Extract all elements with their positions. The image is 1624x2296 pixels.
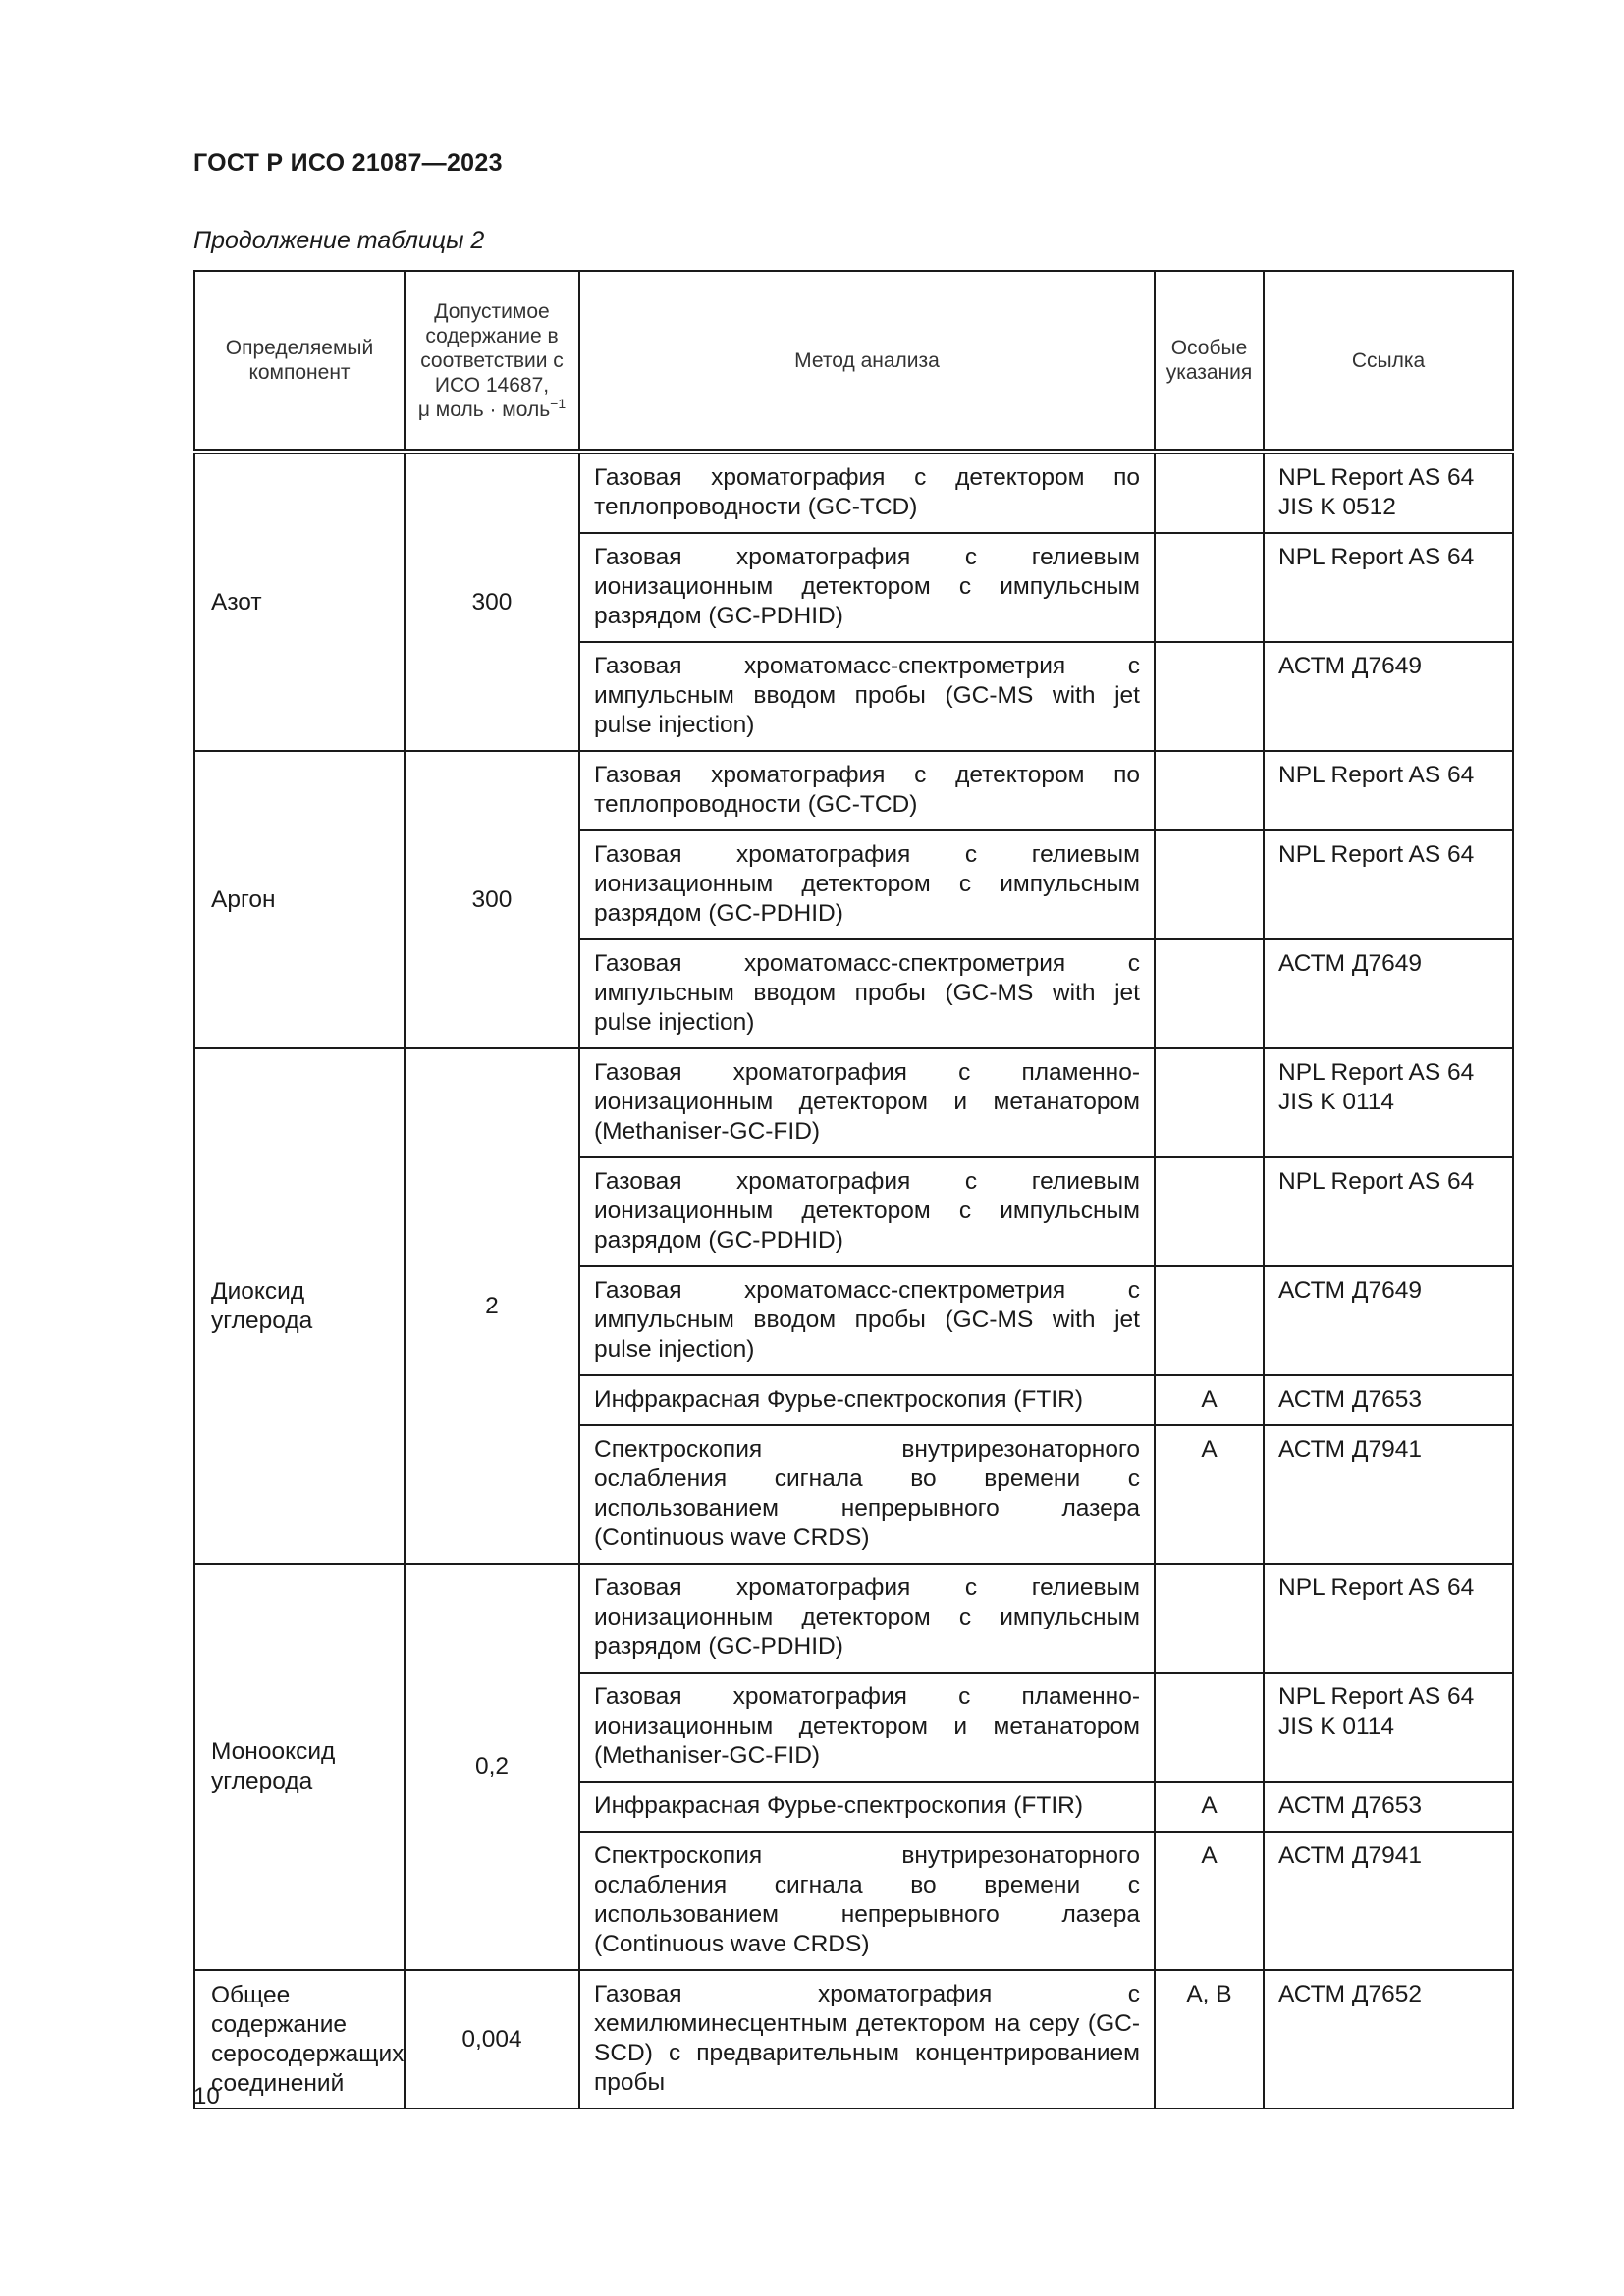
page-number: 10 <box>193 2083 220 2109</box>
method-cell: Газовая хроматография с пламенно-ионизационным детектором и метанатором (Methaniser-GC-FID) <box>579 1673 1155 1782</box>
note-cell <box>1155 452 1264 533</box>
method-cell: Газовая хроматография с гелиевым ионизационным детектором с импульсным разрядом (GC-PDHID) <box>579 830 1155 939</box>
amount-cell: 0,2 <box>405 1564 579 1970</box>
reference-cell <box>1264 939 1513 1048</box>
reference-line: NPL Report AS 64 <box>1278 464 1475 491</box>
table-header-row <box>194 271 1513 452</box>
header-amount <box>405 271 579 452</box>
method-cell: Газовая хроматомасс-спектрометрия с импульсным вводом пробы (GC-MS with jet pulse injection) <box>579 1266 1155 1375</box>
method-cell: Газовая хроматография с хемилюминесцентным детектором на серу (GC-SCD) с предварительным концентрированием пробы <box>579 1970 1155 2109</box>
component-cell: Монооксид углерода <box>194 1564 405 1970</box>
reference-line: АСТМ Д7649 <box>1278 1277 1422 1304</box>
method-cell: Газовая хроматография с детектором по теплопроводности (GC-TCD) <box>579 751 1155 830</box>
reference-line: NPL Report AS 64 <box>1278 1168 1475 1195</box>
reference-line: JIS K 0114 <box>1278 1713 1395 1739</box>
note-cell: A <box>1155 1832 1264 1970</box>
reference-cell <box>1264 751 1513 830</box>
note-cell: A <box>1155 1782 1264 1832</box>
reference-cell <box>1264 1048 1513 1157</box>
document-code: ГОСТ Р ИСО 21087—2023 <box>193 149 503 177</box>
note-cell <box>1155 533 1264 642</box>
method-cell: Инфракрасная Фурье-спектроскопия (FTIR) <box>579 1375 1155 1425</box>
analysis-methods-table <box>193 270 1514 2109</box>
reference-line: NPL Report AS 64 <box>1278 762 1475 788</box>
header-amount-unit: μ моль · моль <box>417 398 551 421</box>
component-cell: Аргон <box>194 751 405 1048</box>
reference-line: NPL Report AS 64 <box>1278 1059 1475 1086</box>
note-cell: A <box>1155 1425 1264 1564</box>
note-cell <box>1155 939 1264 1048</box>
amount-cell: 2 <box>405 1048 579 1564</box>
note-cell <box>1155 1157 1264 1266</box>
method-cell: Спектроскопия внутрирезонаторного ослабления сигнала во времени с использованием непрерывного лазера (Continuous wave CRDS) <box>579 1425 1155 1564</box>
method-cell: Инфракрасная Фурье-спектроскопия (FTIR) <box>579 1782 1155 1832</box>
note-cell: A <box>1155 1375 1264 1425</box>
reference-line: АСТМ Д7941 <box>1278 1842 1422 1869</box>
reference-line: АСТМ Д7652 <box>1278 1981 1422 2007</box>
method-cell: Газовая хроматография с детектором по теплопроводности (GC-TCD) <box>579 452 1155 533</box>
reference-cell <box>1264 1375 1513 1425</box>
reference-line: АСТМ Д7649 <box>1278 950 1422 977</box>
reference-cell <box>1264 1673 1513 1782</box>
method-cell: Газовая хроматомасс-спектрометрия с импульсным вводом пробы (GC-MS with jet pulse injection) <box>579 939 1155 1048</box>
reference-line: JIS K 0114 <box>1278 1089 1395 1115</box>
header-component: Определяемый компонент <box>194 271 405 452</box>
component-cell: Азот <box>194 452 405 751</box>
method-cell: Спектроскопия внутрирезонаторного ослабления сигнала во времени с использованием непрерывного лазера (Continuous wave CRDS) <box>579 1832 1155 1970</box>
reference-line: АСТМ Д7941 <box>1278 1436 1422 1463</box>
reference-line: АСТМ Д7653 <box>1278 1386 1422 1413</box>
reference-line: JIS K 0512 <box>1278 494 1396 520</box>
reference-line: NPL Report AS 64 <box>1278 1683 1475 1710</box>
note-cell <box>1155 642 1264 751</box>
method-cell: Газовая хроматомасс-спектрометрия с импульсным вводом пробы (GC-MS with jet pulse injection) <box>579 642 1155 751</box>
method-cell: Газовая хроматография с пламенно-ионизационным детектором и метанатором (Methaniser-GC-FID) <box>579 1048 1155 1157</box>
reference-cell <box>1264 452 1513 533</box>
table-row <box>194 1048 1513 1157</box>
reference-cell <box>1264 642 1513 751</box>
reference-cell <box>1264 830 1513 939</box>
note-cell <box>1155 1673 1264 1782</box>
header-method: Метод анализа <box>579 271 1155 452</box>
note-cell <box>1155 751 1264 830</box>
component-cell: Диоксид углерода <box>194 1048 405 1564</box>
note-cell <box>1155 830 1264 939</box>
method-cell: Газовая хроматография с гелиевым ионизационным детектором с импульсным разрядом (GC-PDHID) <box>579 1564 1155 1673</box>
reference-line: NPL Report AS 64 <box>1278 1575 1475 1601</box>
method-cell: Газовая хроматография с гелиевым ионизационным детектором с импульсным разрядом (GC-PDHID) <box>579 1157 1155 1266</box>
note-cell <box>1155 1266 1264 1375</box>
note-cell <box>1155 1048 1264 1157</box>
reference-cell <box>1264 1564 1513 1673</box>
amount-cell: 0,004 <box>405 1970 579 2109</box>
reference-cell <box>1264 1157 1513 1266</box>
component-cell: Общее содержание серосодержащих соединений <box>194 1970 405 2109</box>
reference-cell <box>1264 1970 1513 2109</box>
reference-cell <box>1264 1782 1513 1832</box>
method-cell: Газовая хроматография с гелиевым ионизационным детектором с импульсным разрядом (GC-PDHID) <box>579 533 1155 642</box>
reference-cell <box>1264 533 1513 642</box>
table-row <box>194 1970 1513 2109</box>
table-row <box>194 751 1513 830</box>
reference-line: NPL Report AS 64 <box>1278 544 1475 570</box>
header-amount-unit-sup: −1 <box>550 395 567 411</box>
reference-line: NPL Report AS 64 <box>1278 841 1475 868</box>
reference-cell <box>1264 1266 1513 1375</box>
reference-cell <box>1264 1832 1513 1970</box>
header-notes: Особые указания <box>1155 271 1264 452</box>
reference-line: АСТМ Д7649 <box>1278 653 1422 679</box>
note-cell: A, B <box>1155 1970 1264 2109</box>
table-row <box>194 452 1513 533</box>
table-body <box>194 452 1513 2109</box>
amount-cell: 300 <box>405 751 579 1048</box>
table-row <box>194 1564 1513 1673</box>
note-cell <box>1155 1564 1264 1673</box>
header-reference: Ссылка <box>1264 271 1513 452</box>
reference-cell <box>1264 1425 1513 1564</box>
reference-line: АСТМ Д7653 <box>1278 1792 1422 1819</box>
table-caption: Продолжение таблицы 2 <box>193 227 485 254</box>
amount-cell: 300 <box>405 452 579 751</box>
header-amount-text: Допустимое содержание в соответствии с ИСО 14687, <box>420 299 564 397</box>
